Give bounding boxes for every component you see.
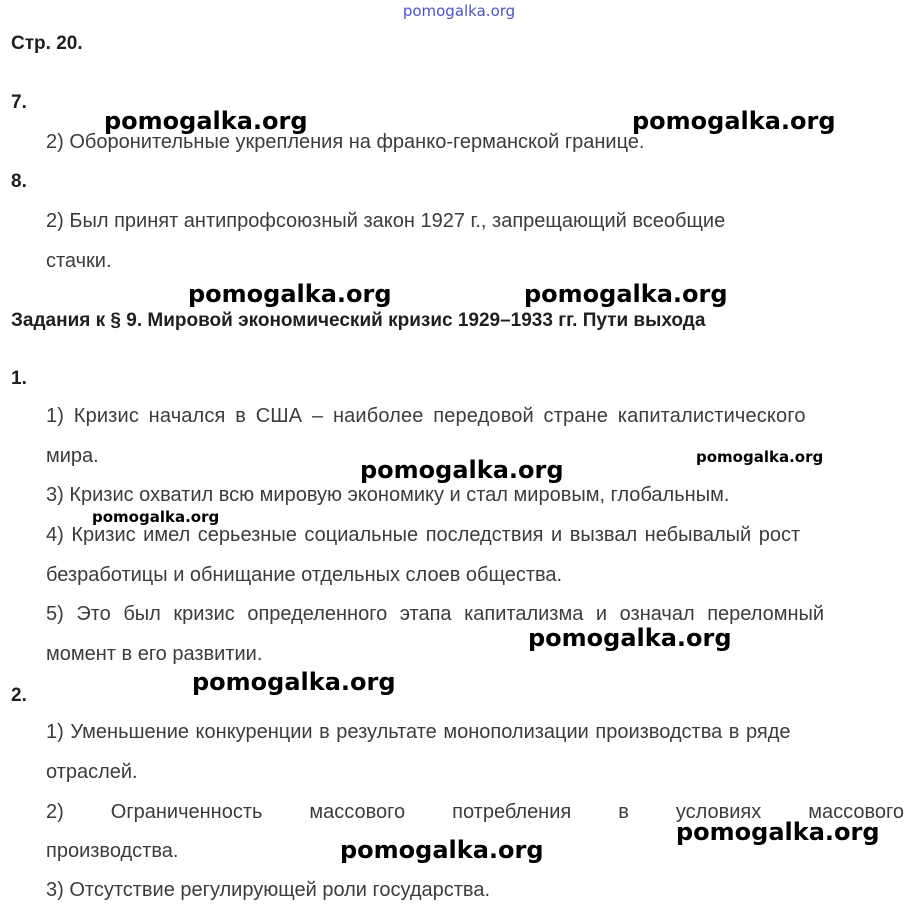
watermark: pomogalka.org	[528, 624, 732, 652]
task-1-item-4-line-1: 4) Кризис имел серьезные социальные последствия и вызвал небывалый рост	[46, 524, 801, 546]
task-2-number: 2.	[11, 685, 27, 706]
task-1-item-5-line-1: 5) Это был кризис определенного этапа капитализма и означал переломный	[46, 603, 825, 625]
task-1-item-5-line-2: момент в его развитии.	[46, 643, 263, 665]
task-2-item-2-word: условиях	[675, 801, 762, 823]
section-title: Задания к § 9. Мировой экономический кризис 1929–1933 гг. Пути выхода	[11, 310, 706, 331]
task-2-item-2-word: потребления	[452, 801, 572, 823]
watermark: pomogalka.org	[696, 448, 824, 466]
watermark: pomogalka.org	[104, 107, 308, 135]
task-2-item-2-word: в	[618, 801, 629, 823]
task-2-item-2-line-2: производства.	[46, 840, 179, 862]
task-2-item-2-word: массового	[309, 801, 406, 823]
watermark: pomogalka.org	[92, 508, 220, 526]
task-2-item-1-line-1: 1) Уменьшение конкуренции в результате монополизации производства в ряде	[46, 721, 791, 743]
task-2-item-1-line-2: отраслей.	[46, 761, 138, 783]
watermark: pomogalka.org	[192, 668, 396, 696]
task-2-item-2-word: Ограниченность	[110, 801, 263, 823]
task-1-item-3: 3) Кризис охватил всю мировую экономику и стал мировым, глобальным.	[46, 484, 730, 506]
task-2-item-2-word: массового	[808, 801, 904, 823]
task-2-item-2-word: 2)	[46, 801, 64, 823]
page-label: Стр. 20.	[11, 33, 83, 54]
question-7-answer: 2) Оборонительные укрепления на франко-германской границе.	[46, 131, 645, 153]
watermark: pomogalka.org	[676, 818, 880, 846]
question-7-number: 7.	[11, 92, 27, 113]
question-8-number: 8.	[11, 171, 27, 192]
task-1-item-1-line-1: 1) Кризис начался в США – наиболее передовой стране капиталистического	[46, 405, 806, 427]
task-1-number: 1.	[11, 368, 27, 389]
question-8-answer-line-1: 2) Был принят антипрофсоюзный закон 1927 г., запрещающий всеобщие	[46, 210, 726, 232]
watermark: pomogalka.org	[340, 836, 544, 864]
task-2-item-3: 3) Отсутствие регулирующей роли государства.	[46, 879, 491, 901]
watermark: pomogalka.org	[632, 107, 836, 135]
task-1-item-4-line-2: безработицы и обнищание отдельных слоев общества.	[46, 564, 563, 586]
watermark: pomogalka.org	[360, 456, 564, 484]
watermark: pomogalka.org	[524, 280, 728, 308]
watermark: pomogalka.org	[188, 280, 392, 308]
task-1-item-1-line-2: мира.	[46, 445, 99, 467]
question-8-answer-line-2: стачки.	[46, 250, 112, 272]
top-watermark: pomogalka.org	[402, 2, 516, 20]
